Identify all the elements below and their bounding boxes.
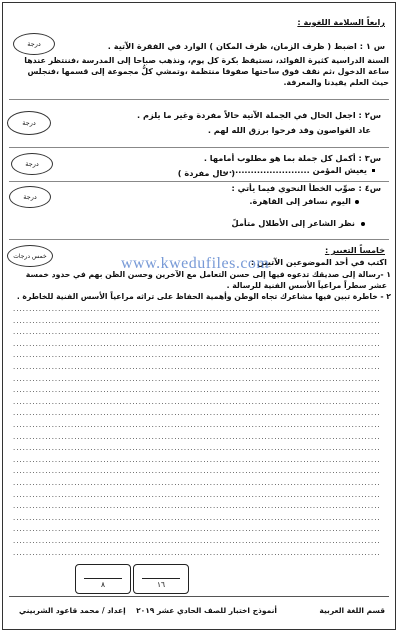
q3-item: يعيش المؤمن ..............................: [216, 165, 367, 175]
topic1-line-2: عشر سطراً مراعياً الأسس الفنية للرسالة .: [226, 281, 387, 290]
q2-sentence: عاد الغواصون وقد فرحوا برزق الله لهم .: [207, 125, 371, 135]
grade-oval-2: درجة: [7, 111, 51, 135]
q4-prompt: س٤ : صوِّب الخطأ النحوي فيما يأتي :: [231, 183, 381, 193]
grade-oval-3: درجة: [11, 153, 53, 175]
writing-line: [13, 329, 381, 335]
writing-line: [13, 492, 381, 498]
writing-line: [13, 306, 381, 312]
topic2-line-1: ٢ - خاطرة تبين فيها مشاعرك تجاه الوطن وأهمية الحفاظ على تراثه مراعياً الأسس الفنية للخاطرة .: [16, 292, 391, 301]
q3-bullet: [372, 169, 375, 172]
writing-line: [13, 457, 381, 463]
writing-line: [13, 318, 381, 324]
q4-bullet-1: [355, 200, 359, 204]
section5-heading: خامساً التعبير :: [324, 245, 385, 255]
writing-line: [13, 376, 381, 382]
footer-author: إعداد / محمد قاعود الشربيني: [19, 606, 126, 615]
watermark: www.kwedufiles.com: [121, 255, 270, 272]
writing-line: [13, 445, 381, 451]
q4-item-1: اليوم نسافر إلى القاهرة.: [249, 196, 351, 206]
divider-1: [9, 99, 389, 100]
writing-line: [13, 341, 381, 347]
grade-oval-1: درجة: [13, 33, 55, 55]
score-box-value: ٨: [100, 580, 106, 589]
passage-line-1: السنة الدراسية كثيرة الفوائد، نستيقظ بكرة كل يوم، ونذهب صباحا إلى المدرسة ،فننتظر عندها: [24, 56, 389, 65]
score-box-line: [142, 578, 180, 579]
writing-line: [13, 468, 381, 474]
q3-prompt: س٣ : أكمل كل جملة بما هو مطلوب أمامها .: [203, 153, 381, 163]
footer-divider: [9, 596, 389, 597]
passage-line-3: حيث العلم يفيدنا والمعرفة.: [283, 78, 389, 87]
q4-bullet-2: [361, 222, 365, 226]
topic1-line-1: ١ -رسالة إلى صديقك تدعوه فيها إلى حسن التعامل مع الآخرين وحسن الظن بهم في حدود خمسة: [25, 270, 391, 279]
writing-line: [13, 550, 381, 556]
section5-instruction: اكتب في أحد الموضوعين الآتيين :: [250, 257, 387, 267]
passage-line-2: ساعة الدخول ،ثم نقف فوق ساحتها صفوفا منتظمة ،وتمشي كلُّ مجموعة إلى قسمها ،فنجلس: [27, 67, 389, 76]
section4-heading: رابعاً السلامة اللغوية :: [297, 17, 385, 27]
writing-line: [13, 503, 381, 509]
exam-page: [2, 2, 396, 630]
divider-2: [9, 147, 389, 148]
grade-oval-4: درجة: [9, 186, 51, 208]
writing-line: [13, 364, 381, 370]
q4-item-2: نظر الشاعر إلى الأطلال متأملً: [231, 218, 355, 228]
writing-line: [13, 352, 381, 358]
writing-line: [13, 434, 381, 440]
q1-prompt: س ١ : اضبط ( ظرف الزمان، ظرف المكان ) الوارد في الفقرة الآتية .: [107, 41, 385, 51]
score-box-total-16: [133, 564, 189, 594]
footer-exam-title: أنموذج اختبار للصف الحادي عشر ٢٠١٩: [136, 606, 277, 615]
writing-line: [13, 480, 381, 486]
score-box-value: ١٦: [156, 580, 166, 589]
q2-prompt: س٢ : اجعل الحال في الجملة الآتية حالاً مفردة وغير ما يلزم .: [137, 110, 381, 120]
score-box-line: [84, 578, 122, 579]
footer-subject: قسم اللغة العربية: [319, 606, 385, 615]
writing-line: [13, 387, 381, 393]
writing-line: [13, 422, 381, 428]
writing-line: [13, 410, 381, 416]
writing-line: [13, 538, 381, 544]
divider-3: [9, 181, 389, 182]
writing-line: [13, 399, 381, 405]
writing-line: [13, 515, 381, 521]
divider-4: [9, 239, 389, 240]
grade-oval-5: خمس درجات: [7, 245, 53, 267]
q3-hint: ( حال مفردة ): [177, 168, 235, 178]
score-box-total-8: [75, 564, 131, 594]
writing-line: [13, 526, 381, 532]
